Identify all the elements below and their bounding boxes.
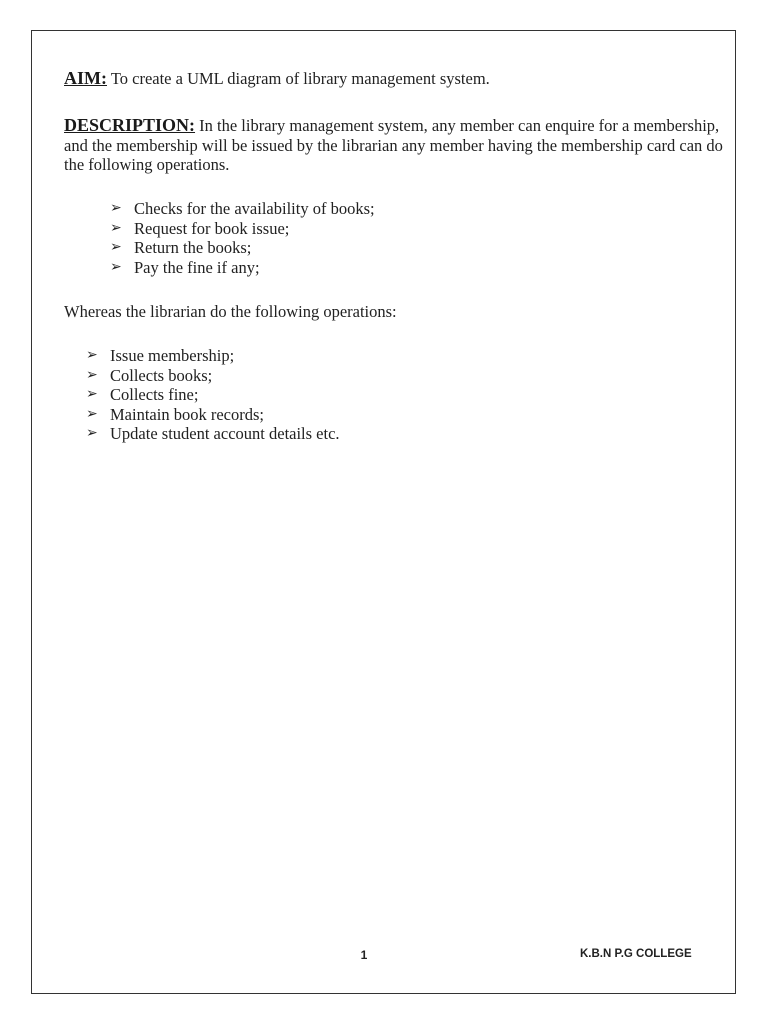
aim-label: AIM: — [64, 68, 107, 88]
footer-college-name: K.B.N P.G COLLEGE — [580, 948, 692, 960]
list-item — [86, 405, 340, 425]
list-item — [86, 346, 340, 366]
list-item-text: Collects fine; — [110, 385, 199, 404]
description-paragraph — [64, 116, 724, 175]
list-item-text: Update student account details etc. — [110, 424, 340, 443]
description-text: In the library management system, any member can enquire for a membership, and the membership will be issued by the librarian any member having the membership card can do the following operations. — [64, 116, 723, 174]
list-item — [110, 219, 375, 239]
arrow-bullet-icon: ➢ — [86, 405, 98, 422]
page-number: 1 — [360, 948, 368, 962]
arrow-bullet-icon: ➢ — [86, 425, 98, 441]
list-item-text: Maintain book records; — [110, 404, 264, 424]
arrow-bullet-icon: ➢ — [86, 366, 98, 383]
list-item-text: Checks for the availability of books; — [134, 199, 375, 218]
list-item — [86, 385, 340, 405]
librarian-intro: Whereas the librarian do the following operations: — [64, 302, 397, 321]
aim-text: To create a UML diagram of library management system. — [107, 69, 490, 88]
list-item — [110, 199, 375, 219]
arrow-bullet-icon: ➢ — [86, 347, 98, 363]
list-item-text: Pay the fine if any; — [134, 257, 260, 277]
list-item — [86, 424, 340, 444]
arrow-bullet-icon: ➢ — [110, 258, 122, 275]
arrow-bullet-icon: ➢ — [86, 386, 98, 402]
list-item — [110, 258, 375, 278]
description-label: DESCRIPTION: — [64, 115, 196, 135]
list-item — [86, 366, 340, 386]
arrow-bullet-icon: ➢ — [110, 239, 122, 255]
librarian-operations-list — [86, 346, 340, 444]
list-item-text: Request for book issue; — [134, 218, 290, 238]
list-item-text: Issue membership; — [110, 346, 235, 365]
list-item-text: Collects books; — [110, 365, 213, 385]
member-operations-list — [110, 199, 375, 277]
list-item-text: Return the books; — [134, 238, 252, 257]
list-item — [110, 238, 375, 258]
aim-paragraph — [64, 68, 724, 89]
arrow-bullet-icon: ➢ — [110, 219, 122, 236]
page-border — [31, 30, 736, 994]
arrow-bullet-icon: ➢ — [110, 200, 122, 216]
